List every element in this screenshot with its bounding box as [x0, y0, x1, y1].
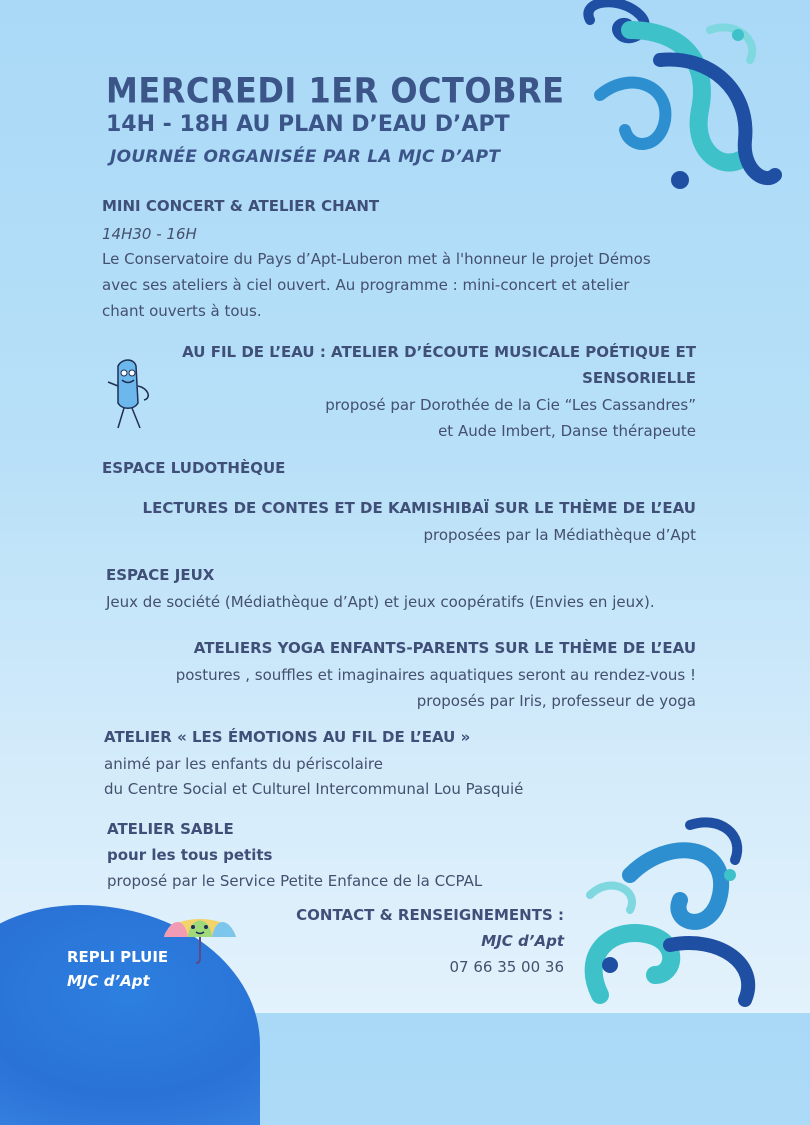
organizer: JOURNÉE ORGANISÉE PAR LA MJC D’APT: [110, 147, 501, 167]
section-title-fil-2: SENSORIELLE: [582, 369, 696, 387]
section-title-contes: LECTURES DE CONTES ET DE KAMISHIBAÏ SUR LE THÈME DE L’EAU: [142, 499, 696, 517]
contact-phone[interactable]: 07 66 35 00 36: [449, 958, 564, 976]
rain-fallback: [67, 945, 168, 993]
emotions-line-1: animé par les enfants du périscolaire: [104, 755, 383, 773]
concert-line-2: avec ses ateliers à ciel ouvert. Au programme : mini-concert et atelier: [102, 276, 630, 294]
concert-line-3: chant ouverts à tous.: [102, 302, 262, 320]
section-title-yoga: ATELIERS YOGA ENFANTS-PARENTS SUR LE THÈME DE L’EAU: [193, 639, 696, 657]
sable-subtitle: pour les tous petits: [107, 846, 273, 864]
emotions-line-2: du Centre Social et Culturel Intercommunal Lou Pasquié: [104, 780, 524, 798]
jeux-line: Jeux de société (Médiathèque d’Apt) et jeux coopératifs (Envies en jeux).: [106, 593, 655, 611]
fil-line-2: et Aude Imbert, Danse thérapeute: [438, 422, 696, 440]
section-title-jeux: ESPACE JEUX: [106, 566, 215, 584]
wave-icon: [560, 0, 790, 200]
wave-icon: [570, 815, 770, 1013]
concert-line-1: Le Conservatoire du Pays d’Apt-Luberon met à l'honneur le projet Démos: [102, 250, 651, 268]
water-drop-character-icon: [104, 358, 164, 433]
section-title-ludotheque: ESPACE LUDOTHÈQUE: [102, 459, 286, 477]
section-title-concert: MINI CONCERT & ATELIER CHANT: [102, 197, 380, 215]
contes-line: proposées par la Médiathèque d’Apt: [423, 526, 696, 544]
section-title-fil-1: AU FIL DE L’EAU : ATELIER D’ÉCOUTE MUSICALE POÉTIQUE ET: [182, 343, 696, 361]
yoga-line-2: proposés par Iris, professeur de yoga: [416, 692, 696, 710]
section-title-emotions: ATELIER « LES ÉMOTIONS AU FIL DE L’EAU »: [104, 728, 471, 746]
section-title-sable: ATELIER SABLE: [107, 820, 234, 838]
rain-fallback-label: REPLI PLUIE: [67, 948, 169, 966]
yoga-line-1: postures , souffles et imaginaires aquatiques seront au rendez-vous !: [175, 666, 696, 684]
contact-title: CONTACT & RENSEIGNEMENTS :: [296, 906, 564, 924]
event-time-place: 14H - 18H AU PLAN D’EAU D’APT: [106, 112, 510, 137]
umbrella-icon: [160, 905, 240, 965]
fil-line-1: proposé par Dorothée de la Cie “Les Cassandres”: [325, 396, 696, 414]
concert-time: 14H30 - 16H: [102, 225, 197, 243]
page-title: MERCREDI 1ER OCTOBRE: [106, 70, 565, 112]
contact-org: MJC d’Apt: [481, 932, 564, 950]
sable-line: proposé par le Service Petite Enfance de la CCPAL: [107, 872, 483, 890]
rain-fallback-place: MJC d’Apt: [67, 972, 150, 990]
